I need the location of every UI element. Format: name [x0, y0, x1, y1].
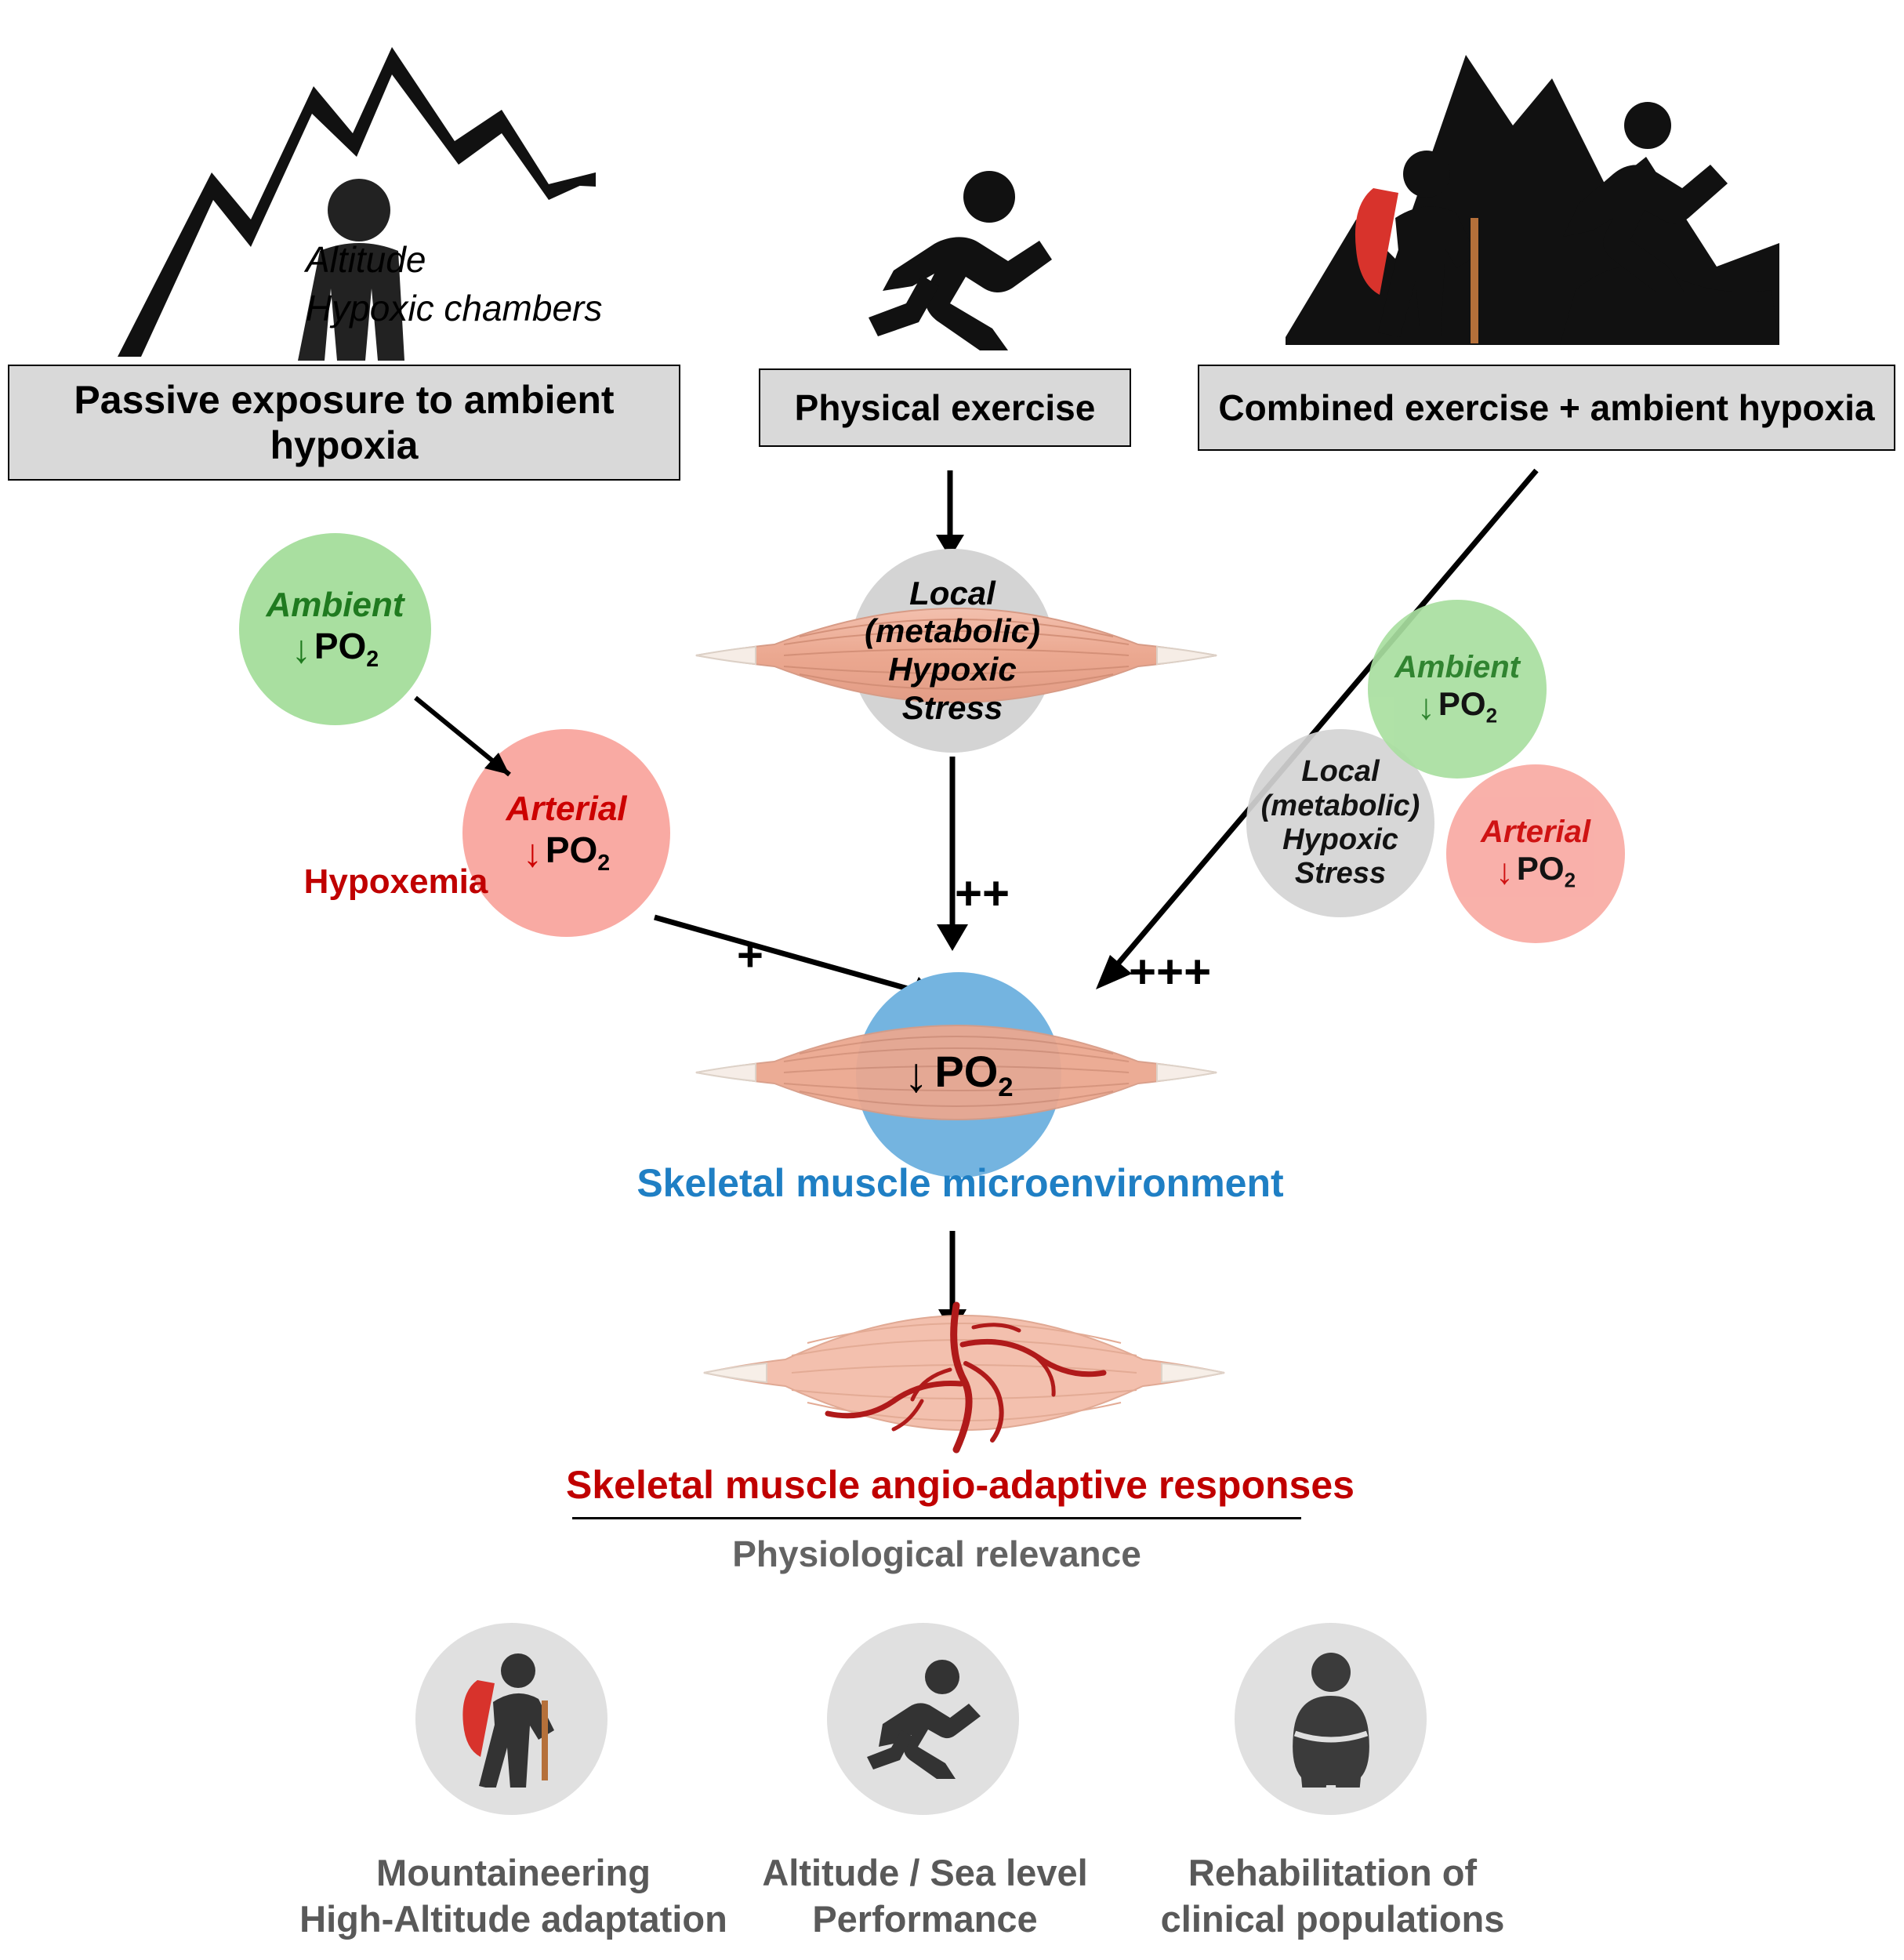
bubble-arterial-right-po2: $PO_2$: [1516, 850, 1576, 892]
header-physical-exercise: [759, 368, 1131, 447]
outcome-label-rehabilitation: [1113, 1850, 1552, 1943]
local-right-line1: Local: [1301, 755, 1380, 789]
mountaineer-and-runner-icon: [1278, 8, 1787, 368]
bubble-arterial-po2-right: [1446, 764, 1625, 943]
outcome-label-mountaineering: [290, 1850, 737, 1943]
relevance-divider: [572, 1517, 1301, 1519]
plus-right: +++: [1129, 946, 1212, 998]
bubble-local-center-text: [850, 549, 1054, 753]
local-center-line4: Stress: [901, 688, 1003, 726]
bubble-arterial-left-po2: $PO_2$: [545, 829, 611, 877]
relevance-caption: Physiological relevance: [732, 1534, 1141, 1574]
running-person-icon: [847, 169, 1074, 357]
bubble-ambient-po2-right: [1368, 600, 1547, 779]
local-right-line3: Hypoxic: [1282, 823, 1398, 856]
runner-icon: [854, 1658, 992, 1780]
local-center-line2: (metabolic): [864, 612, 1041, 650]
outcome-2-line2: clinical populations: [1160, 1897, 1505, 1940]
bubble-ambient-left-arrow: ↓: [291, 626, 311, 671]
passive-icon-caption: [306, 235, 643, 332]
bubble-ambient-left-line1: Ambient: [266, 585, 404, 624]
outcome-2-line1: Rehabilitation of: [1188, 1852, 1478, 1893]
hypoxemia-label: Hypoxemia: [303, 862, 488, 901]
bubble-ambient-right-line1: Ambient: [1394, 650, 1520, 685]
outcome-1-line1: Altitude / Sea level: [762, 1852, 1088, 1893]
bubble-ambient-left-po2: $PO_2$: [314, 625, 379, 673]
outcome-1-line2: Performance: [812, 1897, 1038, 1940]
passive-icon-caption-line2: Hypoxic chambers: [306, 288, 603, 329]
local-center-line1: Local: [909, 574, 996, 612]
passive-icon-caption-line1: Altitude: [306, 239, 426, 280]
bubble-arterial-left-line1: Arterial: [506, 789, 627, 828]
bubble-ambient-right-po2: $PO_2$: [1438, 685, 1498, 728]
plus-center: ++: [955, 867, 1010, 920]
outcome-icon-rehabilitation: [1235, 1623, 1427, 1815]
bubble-ambient-right-arrow: ↓: [1416, 686, 1435, 728]
outcome-0-line2: High-Altitude adaptation: [299, 1897, 727, 1940]
mountaineer-icon: [449, 1650, 575, 1788]
angio-caption: Skeletal muscle angio-adaptive responses: [566, 1463, 1355, 1507]
outcome-0-line1: Mountaineering: [376, 1852, 651, 1893]
plus-left: +: [737, 930, 763, 981]
bubble-arterial-right-line1: Arterial: [1480, 815, 1591, 850]
arrow-ambient-to-arterial: [408, 690, 549, 800]
bubble-ambient-po2-left: [239, 533, 431, 725]
bubble-micro-text: [856, 972, 1061, 1178]
outcome-label-performance: [705, 1850, 1144, 1943]
header-physical-exercise-label: Physical exercise: [794, 387, 1096, 428]
micro-po2: $PO_2$: [934, 1047, 1014, 1103]
header-passive-exposure: [8, 365, 680, 481]
arrow-local-to-micro: [929, 757, 976, 960]
header-combined-label: Combined exercise + ambient hypoxia: [1218, 387, 1875, 428]
local-center-line3: Hypoxic: [888, 651, 1017, 688]
muscle-illustration-vascularized: [698, 1298, 1231, 1454]
header-combined: [1198, 365, 1895, 451]
bubble-arterial-right-arrow: ↓: [1495, 851, 1514, 892]
bubble-arterial-left-arrow: ↓: [522, 830, 542, 875]
header-passive-exposure-label: Passive exposure to ambient hypoxia: [74, 378, 615, 467]
local-right-line4: Stress: [1294, 857, 1387, 891]
microenvironment-caption: Skeletal muscle microenvironment: [636, 1161, 1284, 1205]
outcome-icon-mountaineering: [415, 1623, 607, 1815]
micro-arrow: ↓: [904, 1047, 929, 1102]
patient-icon: [1268, 1650, 1394, 1788]
local-right-line2: (metabolic): [1260, 789, 1420, 822]
outcome-icon-performance: [827, 1623, 1019, 1815]
